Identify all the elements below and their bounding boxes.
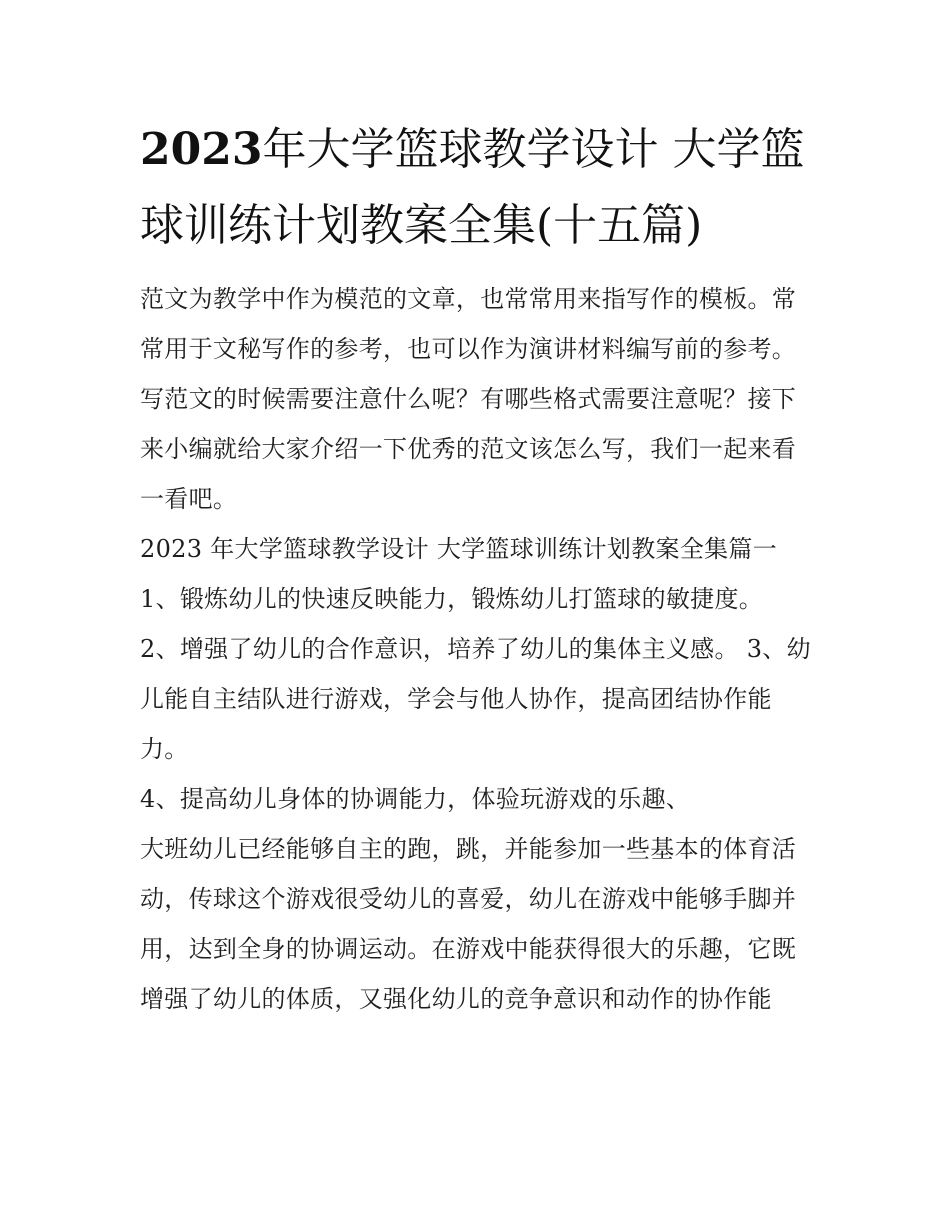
goal-item-1: 1、锻炼幼儿的快速反映能力，锻炼幼儿打篮球的敏捷度。	[140, 585, 764, 613]
goal-item-2-3: 2、增强了幼儿的合作意识，培养了幼儿的集体主义感。 3、幼儿能自主结队进行游戏，学会与他人协作，提高团结协作能力。	[140, 635, 811, 763]
goal-item-4: 4、提高幼儿身体的协调能力，体验玩游戏的乐趣、	[140, 785, 691, 813]
title-year: 2023	[140, 124, 263, 175]
analysis-paragraph: 大班幼儿已经能够自主的跑，跳，并能参加一些基本的体育活动，传球这个游戏很受幼儿的喜爱，幼儿在游戏中能够手脚并用，达到全身的协调运动。在游戏中能获得很大的乐趣，它既增强了幼儿的体质，又强化幼儿的竞争意识和动作的协作能	[140, 835, 797, 1013]
document-body	[140, 274, 820, 1024]
document-content	[140, 112, 820, 1024]
intro-paragraph: 范文为教学中作为模范的文章，也常常用来指写作的模板。常常用于文秘写作的参考，也可以作为演讲材料编写前的参考。写范文的时候需要注意什么呢？有哪些格式需要注意呢？接下来小编就给大家介绍一下优秀的范文该怎么写，我们一起来看一看吧。	[140, 285, 797, 513]
title-text: 年大学篮球教学设计 大学篮球训练计划教案全集(十五篇)	[140, 124, 805, 251]
document-title	[140, 112, 820, 264]
section-heading: 2023 年大学篮球教学设计 大学篮球训练计划教案全集篇一	[140, 535, 778, 563]
